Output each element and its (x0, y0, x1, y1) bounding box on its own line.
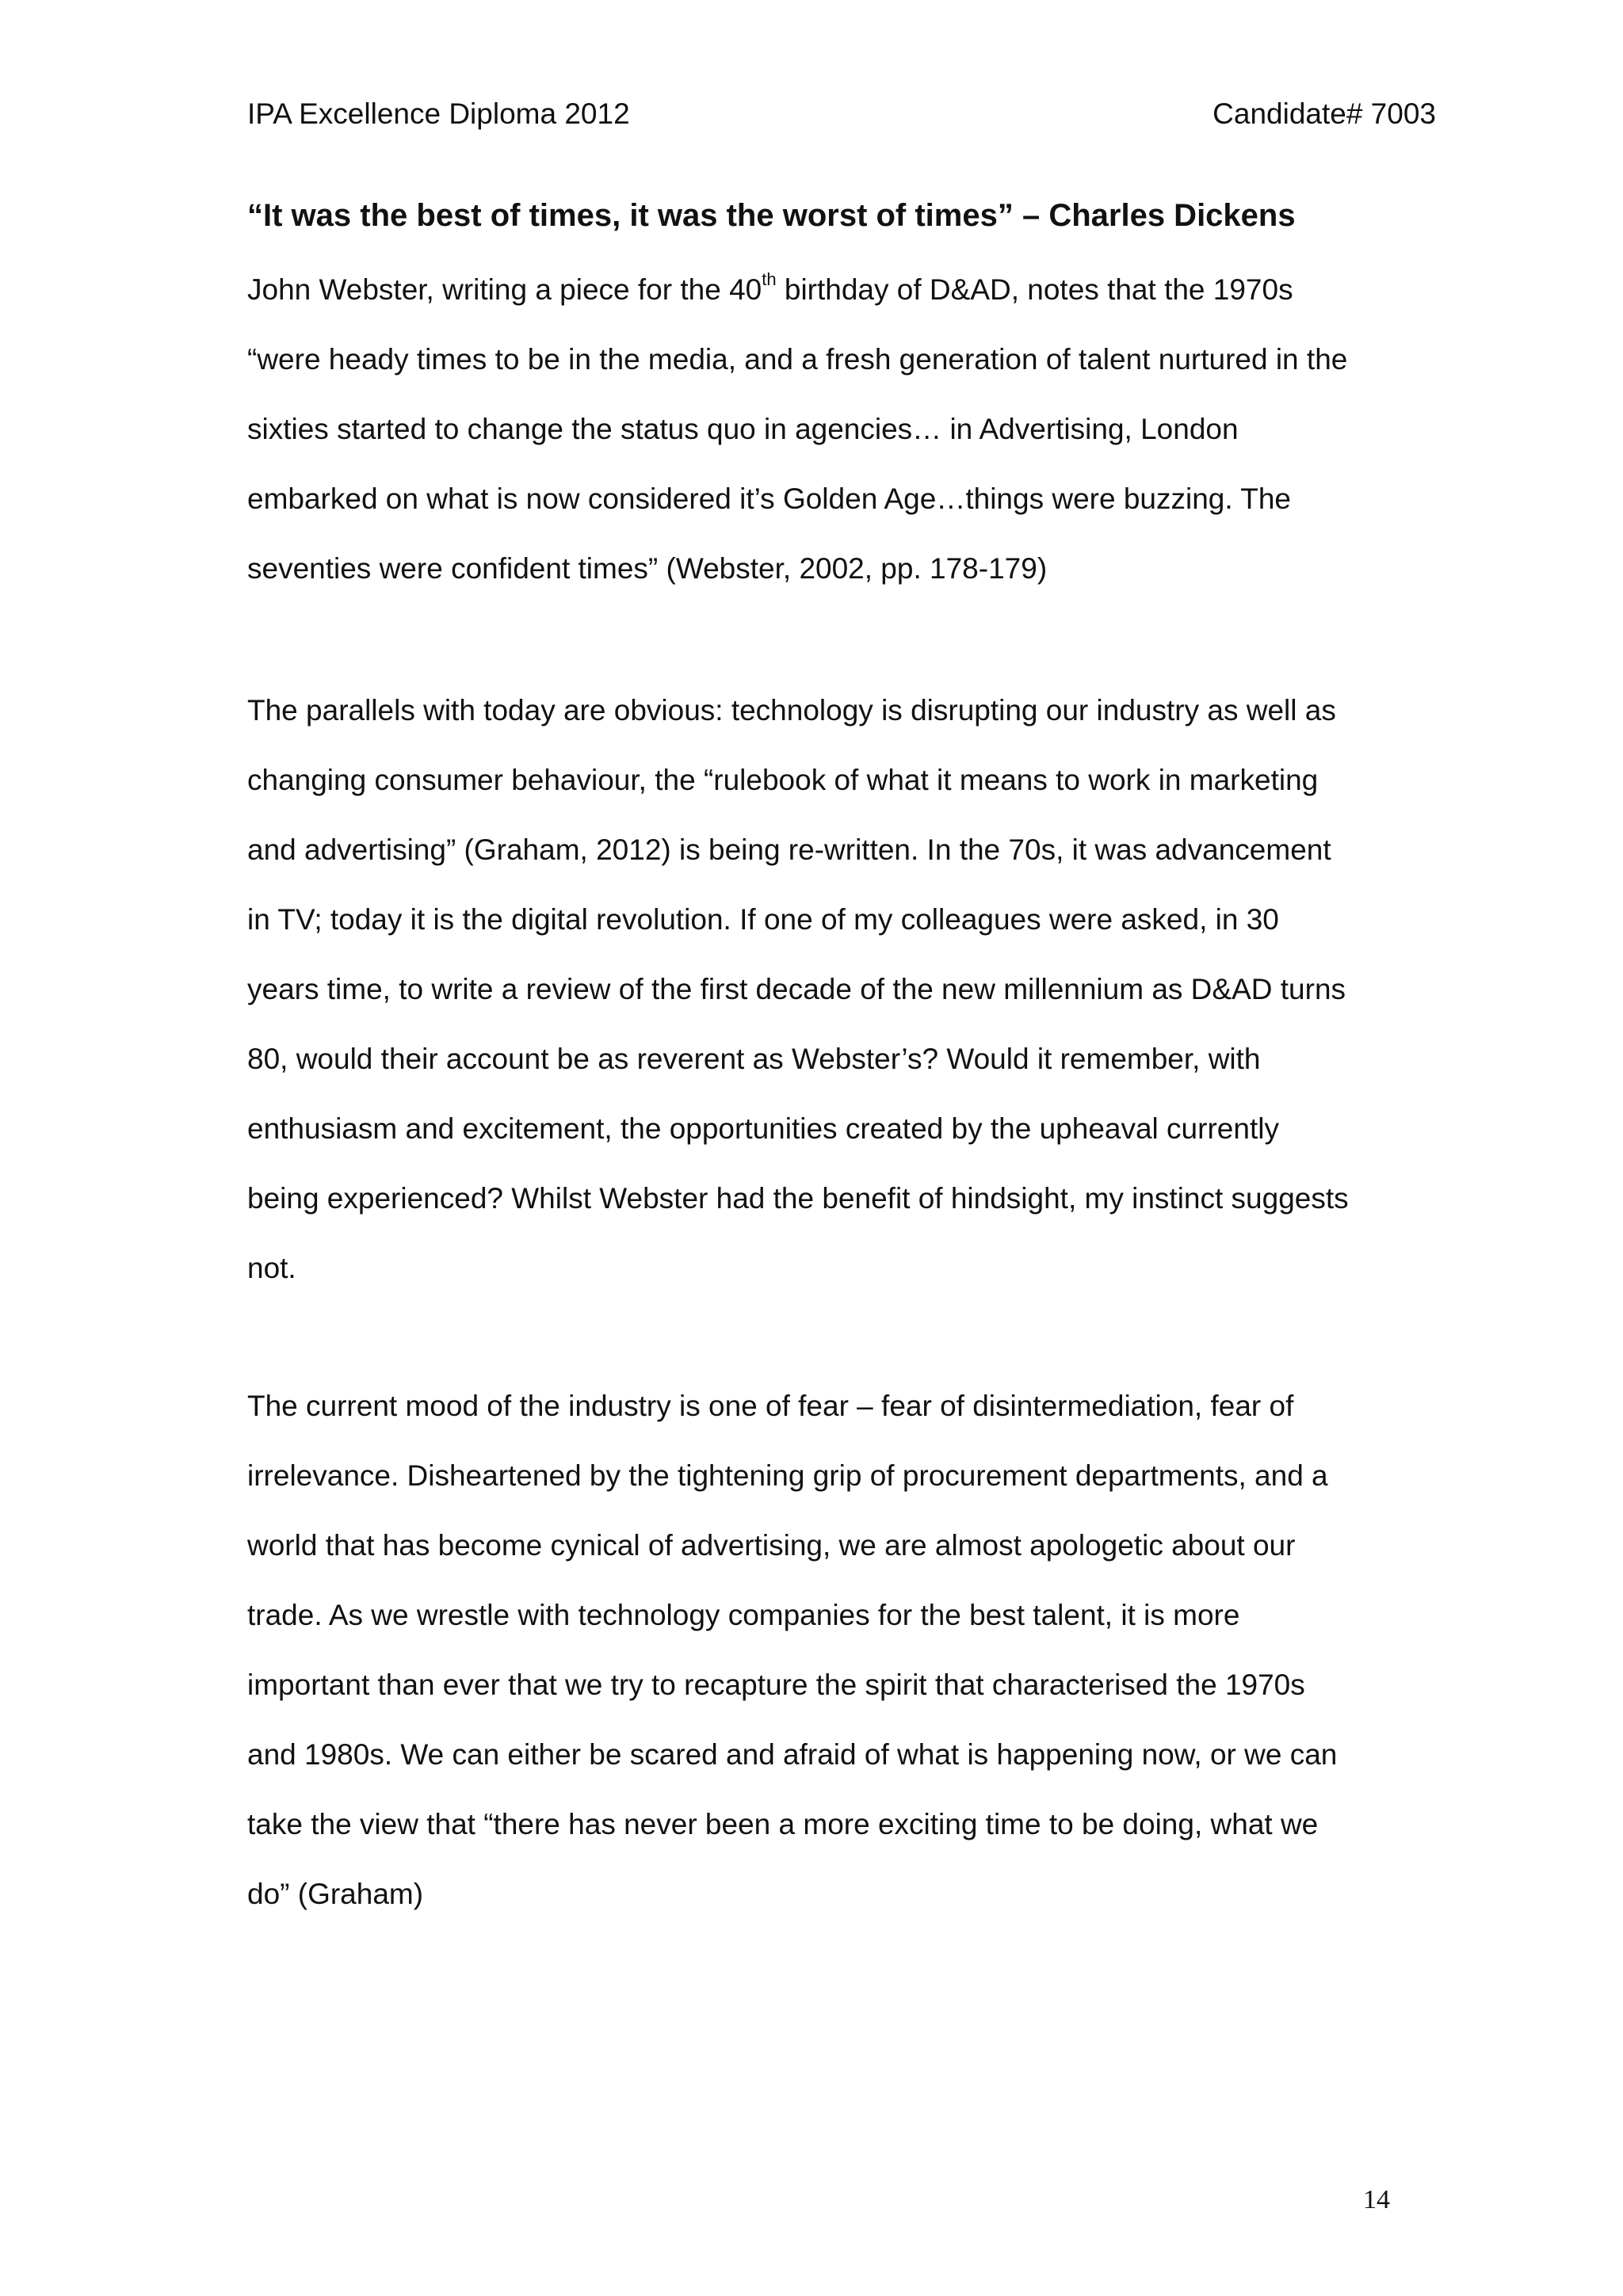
line-text: John Webster, writing a piece for the 40 (247, 273, 762, 306)
paragraph-2 (247, 676, 1404, 1303)
paragraph-line: changing consumer behaviour, the “rulebook of what it means to work in marketing (247, 764, 1319, 796)
paragraph-line: in TV; today it is the digital revolution. If one of my colleagues were asked, in 30 (247, 903, 1279, 936)
paragraph-line: years time, to write a review of the first decade of the new millennium as D&AD turns (247, 973, 1346, 1005)
page-number: 14 (1363, 2185, 1390, 2214)
header-title: IPA Excellence Diploma 2012 (247, 97, 630, 130)
paragraph-line: “were heady times to be in the media, and a fresh generation of talent nurtured in the (247, 343, 1348, 376)
paragraph-line: enthusiasm and excitement, the opportunities created by the upheaval currently (247, 1112, 1279, 1145)
paragraph-line: and advertising” (Graham, 2012) is being re-written. In the 70s, it was advancement (247, 833, 1331, 866)
paragraph-line: sixties started to change the status quo in agencies… in Advertising, London (247, 413, 1239, 445)
paragraph-line: important than ever that we try to recapture the spirit that characterised the 1970s (247, 1669, 1305, 1701)
paragraph-line: take the view that “there has never been a more exciting time to be doing, what we (247, 1808, 1319, 1840)
paragraph-line: irrelevance. Disheartened by the tightening grip of procurement departments, and a (247, 1459, 1328, 1492)
paragraph-3 (247, 1371, 1404, 1929)
paragraph-line: seventies were confident times” (Webster, 2002, pp. 178-179) (247, 552, 1048, 585)
line-text: birthday of D&AD, notes that the 1970s (776, 273, 1293, 306)
section-heading: “It was the best of times, it was the worst of times” – Charles Dickens (247, 198, 1296, 233)
paragraph-line: and 1980s. We can either be scared and afraid of what is happening now, or we can (247, 1738, 1338, 1771)
paragraph-line: do” (Graham) (247, 1878, 424, 1910)
paragraph-line: world that has become cynical of advertising, we are almost apologetic about our (247, 1529, 1296, 1562)
header-candidate-number: Candidate# 7003 (1212, 97, 1436, 130)
paragraph-line: not. (247, 1252, 296, 1284)
paragraph-line: embarked on what is now considered it’s Golden Age…things were buzzing. The (247, 482, 1292, 515)
paragraph-line: 80, would their account be as reverent as Webster’s? Would it remember, with (247, 1043, 1261, 1075)
paragraph-line: The parallels with today are obvious: technology is disrupting our industry as well as (247, 694, 1336, 727)
paragraph-line: The current mood of the industry is one of fear – fear of disintermediation, fear of (247, 1390, 1294, 1422)
paragraph-1 (247, 255, 1404, 604)
paragraph-line: being experienced? Whilst Webster had the benefit of hindsight, my instinct suggests (247, 1182, 1349, 1215)
superscript-ordinal: th (762, 269, 777, 289)
paragraph-line: trade. As we wrestle with technology companies for the best talent, it is more (247, 1599, 1240, 1631)
paragraph-line (247, 255, 1404, 325)
